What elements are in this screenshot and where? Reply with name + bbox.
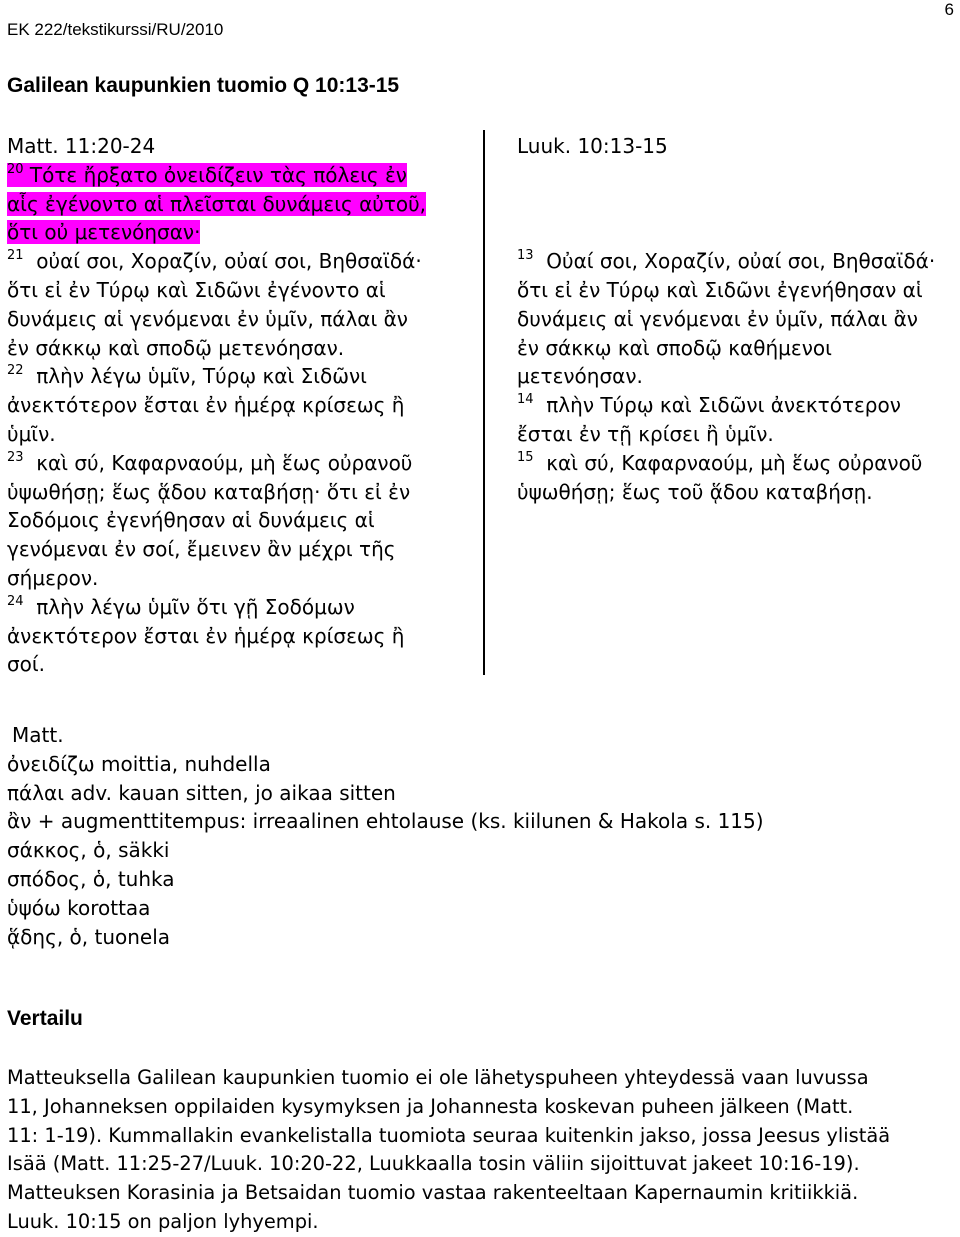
verse-text: ὅτι εἰ ἐν Τύρῳ καὶ Σιδῶνι ἐγενήθησαν αἱ [517,277,923,302]
page-number: 6 [944,0,954,19]
comparison-heading: Vertailu [7,1007,83,1030]
verse-text: ἐν σάκκῳ καὶ σποδῷ μετενόησαν. [7,335,345,360]
luuk-verse-line [517,276,957,305]
luke-reference: Luuk. 10:13-15 [517,134,668,158]
verse-text: ὅτι εἰ ἐν Τύρῳ καὶ Σιδῶνι ἐγένοντο αἱ [7,277,386,302]
verse-number: 13 [517,248,534,264]
matt-verse-line [7,564,477,593]
verse-number: 20 [7,161,24,177]
paragraph-line: 11, Johanneksen oppilaiden kysymyksen ja Johannesta koskevan puheen jälkeen (Matt. [7,1094,854,1118]
vocabulary-item: πάλαι adv. kauan sitten, jo aikaa sitten [7,780,396,805]
verse-text: ἔσται ἐν τῇ κρίσει ἢ ὑμῖν. [517,421,774,446]
verse-number: 21 [7,248,24,264]
matt-verse-line [7,305,477,334]
paragraph-line: 11: 1-19). Kummallakin evankelistalla tuomiota seuraa kuitenkin jakso, jossa Jeesus ylistää [7,1123,891,1147]
verse-text: ἐν σάκκῳ καὶ σποδῷ καθήμενοι [517,335,832,360]
luuk-verse-line [517,362,957,391]
paragraph-line: Matteuksen Korasinia ja Betsaidan tuomio vastaa rakenteeltaan Kapernaumin kritiikkiä. [7,1181,859,1205]
verse-text: οὐαί σοι, Χοραζίν, οὐαί σοι, Βηθσαϊδά· [23,249,422,274]
luuk-verse-line [517,334,957,363]
verse-text: σοί. [7,652,46,677]
verse-text: πλὴν Τύρῳ καὶ Σιδῶνι ἀνεκτότερον [533,393,901,418]
luuk-verse-line [517,449,957,478]
verse-text: Τότε ἤρξατο ὀνειδίζειν τὰς πόλεις ἐν [23,162,407,187]
matt-verse-line [7,190,477,219]
verse-text: γενόμεναι ἐν σοί, ἔμεινεν ἂν μέχρι τῆς [7,537,396,562]
vocabulary-item: ᾅδης, ὁ, tuonela [7,924,171,949]
verse-number: 14 [517,392,534,408]
verse-text: πλὴν λέγω ὑμῖν, Τύρῳ καὶ Σιδῶνι [23,364,367,389]
matt-verse-line [7,334,477,363]
luuk-verse-line [517,247,957,276]
matt-verse-line [7,650,477,679]
luuk-verse-line [517,391,957,420]
verse-number: 24 [7,593,24,609]
verse-text: ὑψωθήσῃ; ἕως τοῦ ᾅδου καταβήσῃ. [517,479,873,504]
matt-verse-line [7,276,477,305]
matt-verse-line [7,478,477,507]
verse-text: καὶ σύ, Καφαρναούμ, μὴ ἕως οὐρανοῦ [533,450,923,475]
verse-text: ὑμῖν. [7,421,56,446]
verse-text: σήμερον. [7,565,99,590]
course-header: EK 222/tekstikurssi/RU/2010 [7,20,224,39]
verse-text: ἀνεκτότερον ἔσται ἐν ἡμέρᾳ κρίσεως ἢ [7,393,405,418]
matthew-column [7,132,477,679]
vocabulary-item: ὀνειδίζω moittia, nuhdella [7,751,271,776]
verse-text: ὑψωθήσῃ; ἕως ᾅδου καταβήσῃ· ὅτι εἰ ἐν [7,479,411,504]
vocabulary-item: σάκκος, ὁ, säkki [7,838,170,863]
paragraph-line: Luuk. 10:15 on paljon lyhyempi. [7,1209,319,1233]
luuk-verse-line [517,305,957,334]
matt-verse-line [7,391,477,420]
paragraph-line: Isää (Matt. 11:25-27/Luuk. 10:20-22, Luukkaalla tosin väliin sijoittuvat jakeet 10:16-19). [7,1152,860,1176]
spacer [517,190,957,219]
vocabulary-item: σπόδος, ὁ, tuhka [7,866,175,891]
luke-text [517,247,957,506]
verse-text: δυνάμεις αἱ γενόμεναι ἐν ὑμῖν, πάλαι ἂν [517,306,918,331]
verse-text: πλὴν λέγω ὑμῖν ὅτι γῇ Σοδόμων [23,594,355,619]
verse-text: μετενόησαν. [517,364,643,389]
matt-verse-line [7,622,477,651]
verse-number: 23 [7,449,24,465]
luke-column [517,132,957,506]
paragraph-line: Matteuksella Galilean kaupunkien tuomio ei ole lähetyspuheen yhteydessä vaan luvussa [7,1066,869,1089]
matt-verse-line [7,420,477,449]
verse-number: 22 [7,363,24,379]
verse-text: ὅτι οὐ μετενόησαν· [7,220,201,245]
verse-text: ἀνεκτότερον ἔσται ἐν ἡμέρᾳ κρίσεως ἢ [7,623,405,648]
vocabulary-heading: Matt. [12,723,64,747]
verse-text: δυνάμεις αἱ γενόμεναι ἐν ὑμῖν, πάλαι ἂν [7,306,408,331]
vocabulary-list [7,721,764,951]
spacer [517,161,957,190]
matthew-reference: Matt. 11:20-24 [7,134,156,158]
matthew-text [7,161,477,679]
verse-text: αἷς ἐγένοντο αἱ πλεῖσται δυνάμεις αὐτοῦ, [7,191,427,216]
matt-verse-line [7,247,477,276]
matt-verse-line [7,218,477,247]
matt-verse-line [7,535,477,564]
vocabulary-item: ὑψόω korottaa [7,895,151,920]
vocabulary-item: ἂν + augmenttitempus: irreaalinen ehtolause (ks. kiilunen & Hakola s. 115) [7,809,764,834]
verse-text: καὶ σύ, Καφαρναούμ, μὴ ἕως οὐρανοῦ [23,450,413,475]
spacer [517,218,957,247]
matt-verse-line [7,506,477,535]
verse-text: Οὐαί σοι, Χοραζίν, οὐαί σοι, Βηθσαϊδά· [533,249,936,274]
luuk-verse-line [517,478,957,507]
matt-verse-line [7,362,477,391]
matt-verse-line [7,593,477,622]
matt-verse-line [7,449,477,478]
luuk-verse-line [517,420,957,449]
verse-number: 15 [517,449,534,465]
page-title: Galilean kaupunkien tuomio Q 10:13-15 [7,74,400,97]
matt-verse-line [7,161,477,190]
verse-text: Σοδόμοις ἐγενήθησαν αἱ δυνάμεις αἱ [7,508,375,533]
column-divider [483,130,485,675]
comparison-paragraph [7,1064,957,1237]
